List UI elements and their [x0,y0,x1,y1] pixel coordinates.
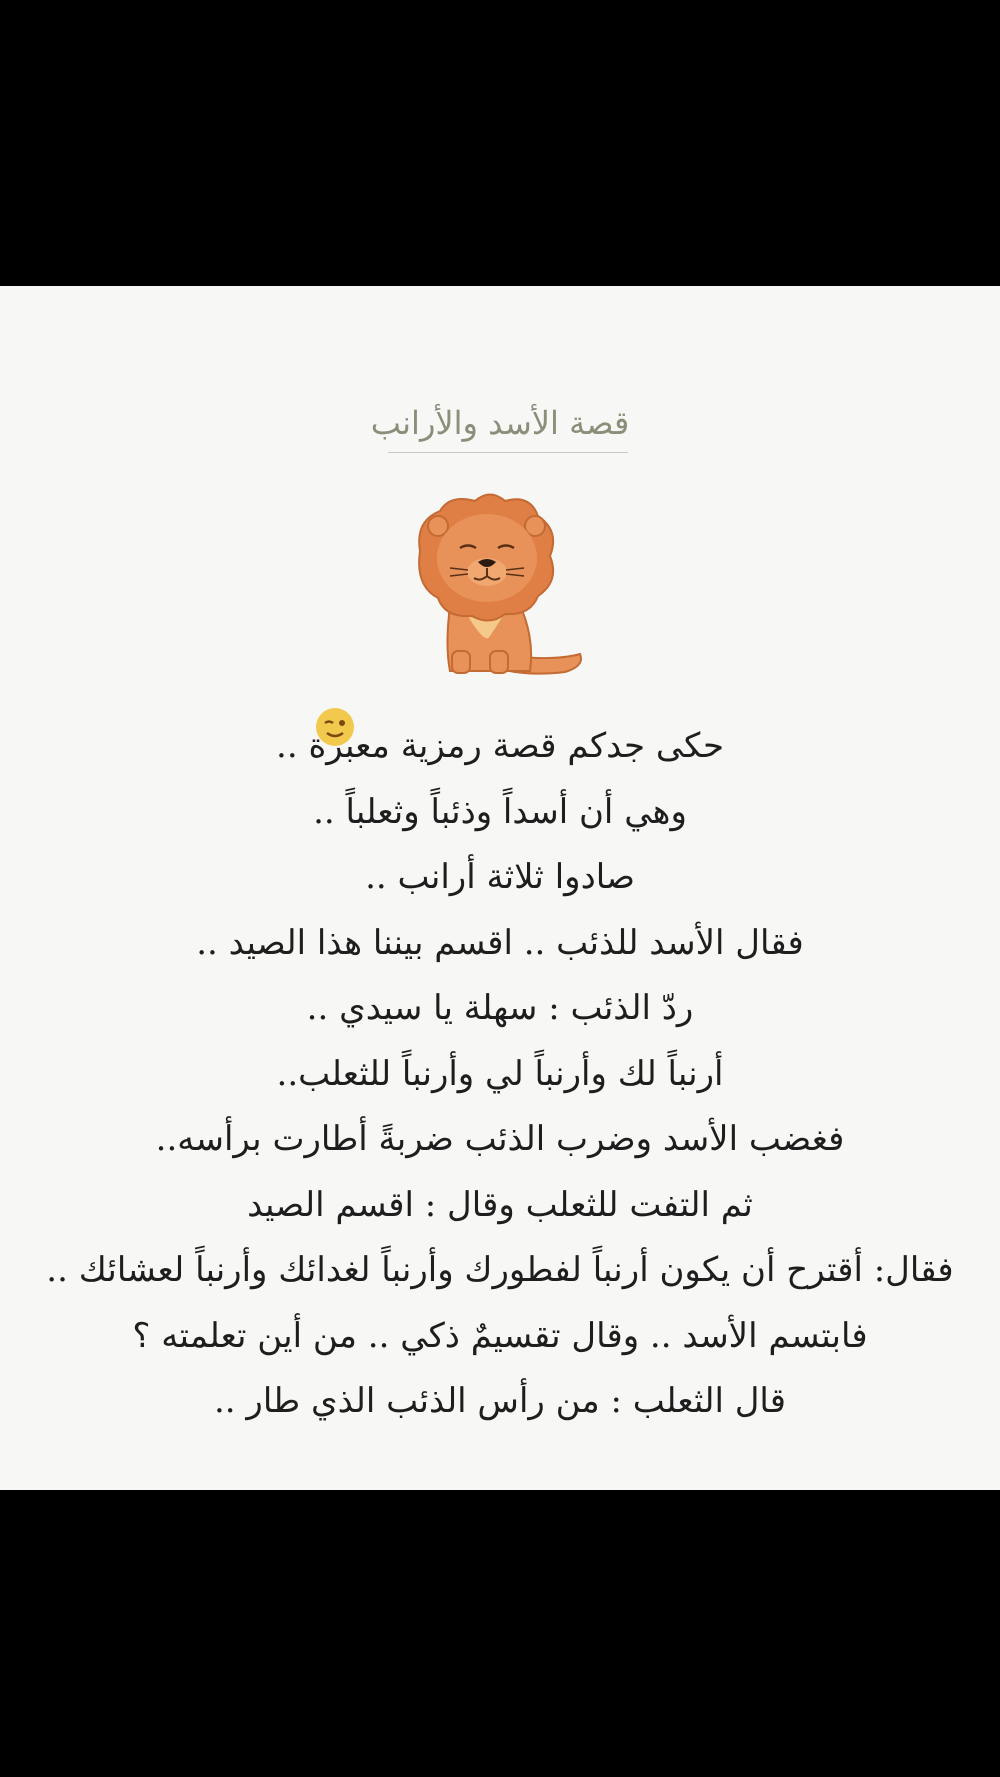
story-title: قصة الأسد والأرانب [370,404,630,442]
lion-illustration [390,486,590,686]
story-line: ردّ الذئب : سهلة يا سيدي .. [306,988,694,1028]
story-line: فقال: أقترح أن يكون أرنباً لفطورك وأرنباً لغدائك وأرنباً لعشائك .. [46,1250,954,1290]
title-underline [388,452,628,453]
story-line: فقال الأسد للذئب .. اقسم بيننا هذا الصيد .. [196,922,804,963]
story-line: وهي أن أسداً وذئباً وثعلباً .. [313,791,687,832]
story-line: فابتسم الأسد .. وقال تقسيمٌ ذكي .. من أين تعلمته ؟ [132,1315,868,1356]
story-line: فغضب الأسد وضرب الذئب ضربةً أطارت برأسه.. [155,1119,845,1159]
story-line: ثم التفت للثعلب وقال : اقسم الصيد [247,1184,753,1225]
story-line: صادوا ثلاثة أرانب .. [365,857,635,897]
story-line: قال الثعلب : من رأس الذئب الذي طار .. [213,1381,787,1421]
story-line: حكى جدكم قصة رمزية معبرة .. [276,726,724,766]
story-text [0,714,1000,1435]
book-page [0,286,1000,1490]
story-line: أرنباً لك وأرنباً لي وأرنباً للثعلب.. [276,1053,724,1094]
